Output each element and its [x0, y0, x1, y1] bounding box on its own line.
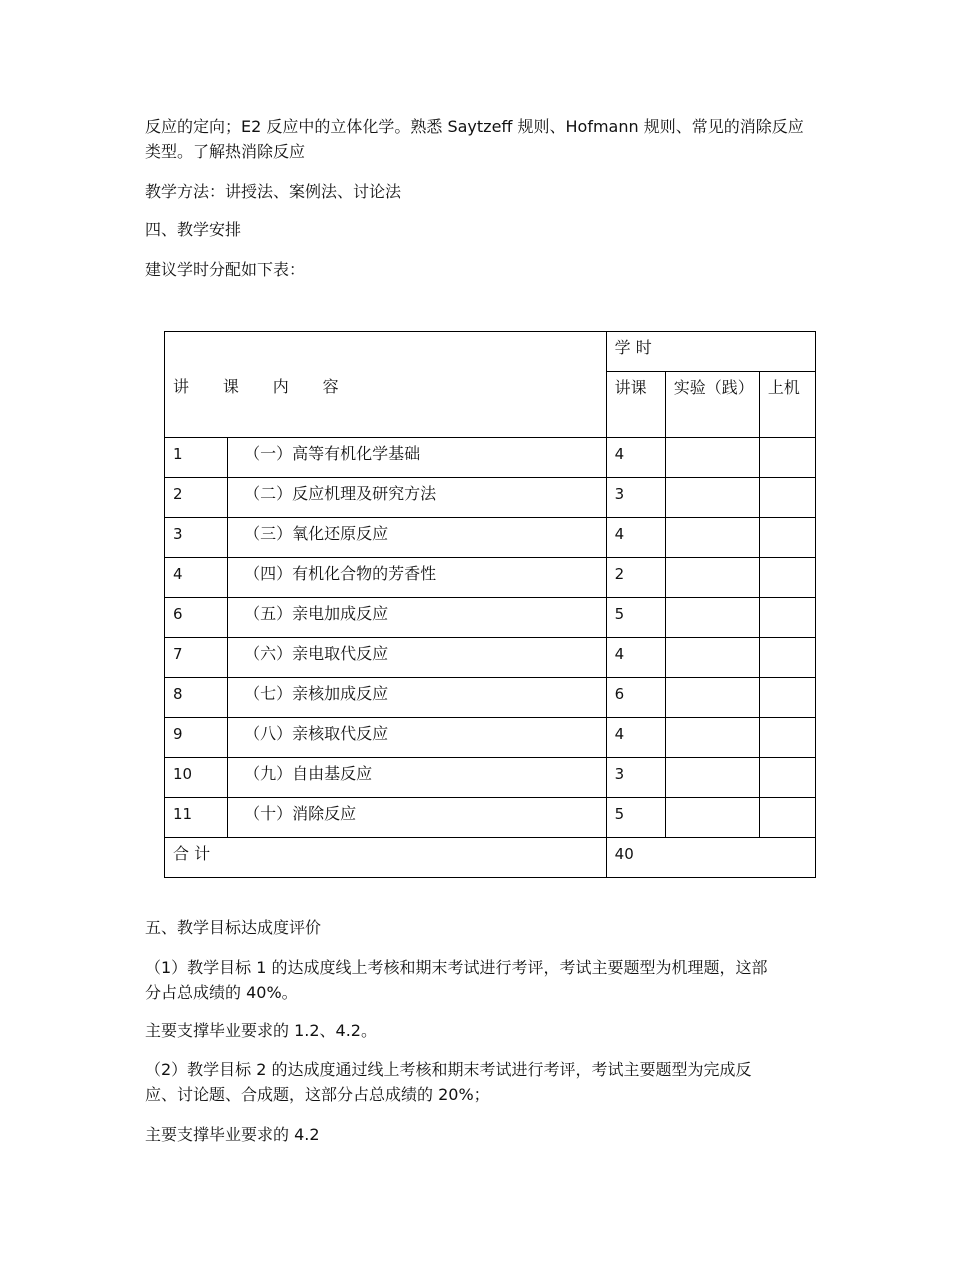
row-number: 7 — [165, 638, 228, 678]
row-lecture-hours: 3 — [606, 758, 665, 798]
row-lab-hours — [665, 598, 759, 638]
row-content: （九）自由基反应 — [228, 758, 607, 798]
row-number: 9 — [165, 718, 228, 758]
support-text-2: 主要支撑毕业要求的 4.2 — [145, 1125, 320, 1144]
row-lecture-hours: 4 — [606, 518, 665, 558]
row-lecture-hours: 3 — [606, 478, 665, 518]
total-label: 合 计 — [165, 838, 607, 878]
row-number: 4 — [165, 558, 228, 598]
row-content: （四）有机化合物的芳香性 — [228, 558, 607, 598]
text-line: （2）教学目标 2 的达成度通过线上考核和期末考试进行考评，考试主要题型为完成反 — [145, 1060, 752, 1079]
row-lab-hours — [665, 798, 759, 838]
hours-intro-text: 建议学时分配如下表： — [145, 260, 306, 279]
hours-allocation-table — [164, 331, 816, 878]
row-lab-hours — [665, 518, 759, 558]
text-line: 分占总成绩的 40%。 — [145, 983, 298, 1002]
table-row — [165, 758, 816, 798]
row-computer-hours — [759, 798, 815, 838]
paragraph-goal-2 — [145, 1057, 845, 1107]
row-number: 1 — [165, 438, 228, 478]
row-computer-hours — [759, 558, 815, 598]
table-row — [165, 718, 816, 758]
text-line: 类型。了解热消除反应 — [145, 142, 306, 161]
row-computer-hours — [759, 478, 815, 518]
row-content: （三）氧化还原反应 — [228, 518, 607, 558]
row-computer-hours — [759, 678, 815, 718]
row-content: （一）高等有机化学基础 — [228, 438, 607, 478]
row-lecture-hours: 4 — [606, 438, 665, 478]
section-heading-teaching-arrangement: 四、教学安排 — [145, 220, 242, 239]
table-row — [165, 518, 816, 558]
row-content: （八）亲核取代反应 — [228, 718, 607, 758]
row-number: 11 — [165, 798, 228, 838]
row-lecture-hours: 6 — [606, 678, 665, 718]
row-computer-hours — [759, 638, 815, 678]
row-lab-hours — [665, 758, 759, 798]
row-lab-hours — [665, 718, 759, 758]
row-number: 8 — [165, 678, 228, 718]
row-lab-hours — [665, 478, 759, 518]
table-row — [165, 558, 816, 598]
header-hours: 学 时 — [606, 332, 815, 372]
row-lab-hours — [665, 678, 759, 718]
row-content: （七）亲核加成反应 — [228, 678, 607, 718]
section-heading-goal-evaluation: 五、教学目标达成度评价 — [145, 918, 322, 937]
table-row — [165, 678, 816, 718]
table-row — [165, 598, 816, 638]
row-number: 3 — [165, 518, 228, 558]
row-lecture-hours: 5 — [606, 798, 665, 838]
row-content: （十）消除反应 — [228, 798, 607, 838]
row-computer-hours — [759, 718, 815, 758]
paragraph-elimination-topics — [145, 114, 845, 164]
teaching-method-text: 教学方法：讲授法、案例法、讨论法 — [145, 182, 402, 201]
row-lecture-hours: 2 — [606, 558, 665, 598]
row-computer-hours — [759, 518, 815, 558]
text-line: 反应的定向；E2 反应中的立体化学。熟悉 Saytzeff 规则、Hofmann 规则、常见的消除反应 — [145, 117, 804, 136]
total-value: 40 — [606, 838, 815, 878]
row-number: 6 — [165, 598, 228, 638]
row-number: 2 — [165, 478, 228, 518]
table-row — [165, 798, 816, 838]
table-row — [165, 478, 816, 518]
text-line: （1）教学目标 1 的达成度线上考核和期末考试进行考评，考试主要题型为机理题，这部 — [145, 958, 768, 977]
row-lab-hours — [665, 558, 759, 598]
header-lab-hours: 实验（践） — [665, 372, 759, 438]
header-lecture-content: 讲 课 内 容 — [165, 332, 607, 438]
row-computer-hours — [759, 598, 815, 638]
row-content: （五）亲电加成反应 — [228, 598, 607, 638]
table-row — [165, 438, 816, 478]
row-lecture-hours: 4 — [606, 638, 665, 678]
row-content: （六）亲电取代反应 — [228, 638, 607, 678]
row-content: （二）反应机理及研究方法 — [228, 478, 607, 518]
table-row — [165, 638, 816, 678]
text-line: 应、讨论题、合成题，这部分占总成绩的 20%； — [145, 1085, 490, 1104]
row-computer-hours — [759, 438, 815, 478]
paragraph-goal-1 — [145, 955, 845, 1005]
row-lecture-hours: 4 — [606, 718, 665, 758]
header-lecture-hours: 讲课 — [606, 372, 665, 438]
row-lab-hours — [665, 438, 759, 478]
row-computer-hours — [759, 758, 815, 798]
header-computer-hours: 上机 — [759, 372, 815, 438]
row-number: 10 — [165, 758, 228, 798]
row-lab-hours — [665, 638, 759, 678]
row-lecture-hours: 5 — [606, 598, 665, 638]
table-total-row — [165, 838, 816, 878]
support-text-1: 主要支撑毕业要求的 1.2、4.2。 — [145, 1021, 377, 1040]
table-header-row — [165, 332, 816, 372]
